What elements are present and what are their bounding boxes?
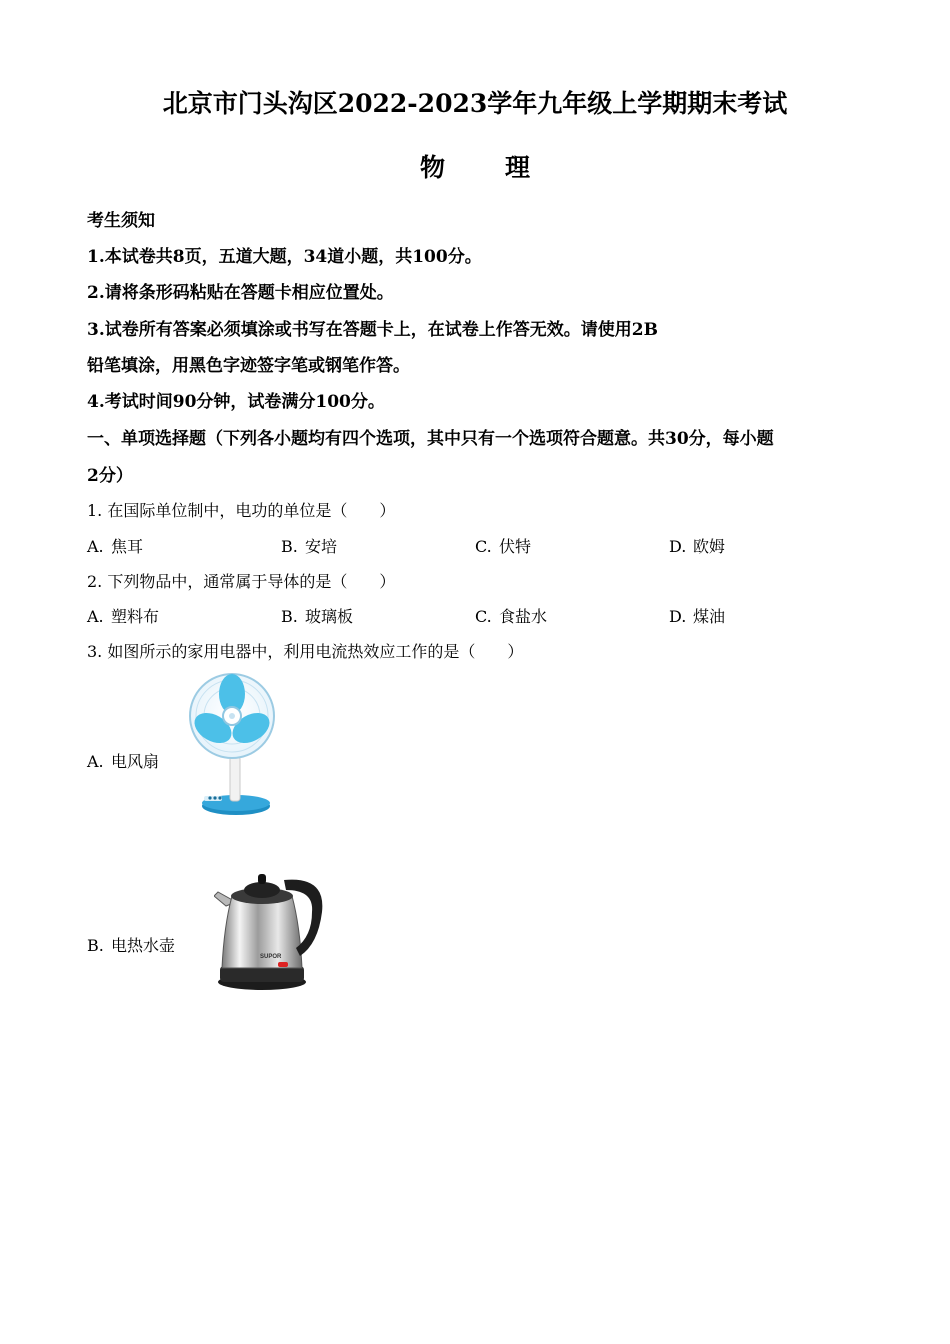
subject-char-2: 理 — [505, 153, 531, 182]
option-text: 塑料布 — [111, 607, 160, 626]
q1-option-b — [281, 534, 337, 557]
option-label: C. — [475, 607, 492, 626]
section-heading: 一、单项选择题（下列各小题均有四个选项，其中只有一个选项符合题意。共30分，每小题 — [87, 429, 774, 449]
question-2-stem: 2. 下列物品中，通常属于导体的是（ ） — [87, 572, 396, 591]
option-label: A. — [87, 607, 104, 626]
q1-option-c — [475, 534, 531, 557]
option-label: B. — [281, 607, 298, 626]
subject-title — [0, 148, 950, 184]
option-text: 欧姆 — [693, 537, 726, 556]
q2-option-a — [87, 604, 159, 627]
option-text: 电热水壶 — [111, 936, 176, 955]
kettle-brand: SUPOR — [260, 954, 282, 960]
option-label: B. — [87, 936, 104, 955]
option-label: C. — [475, 537, 492, 556]
notice-item-2: 2.请将条形码粘贴在答题卡相应位置处。 — [87, 283, 394, 303]
option-label: A. — [87, 537, 104, 556]
option-text: 安培 — [305, 537, 338, 556]
question-3-stem: 3. 如图所示的家用电器中，利用电流热效应工作的是（ ） — [87, 642, 524, 661]
exam-title: 北京市门头沟区2022-2023学年九年级上学期期末考试 — [162, 89, 788, 118]
notice-item-4: 4.考试时间90分钟，试卷满分100分。 — [87, 392, 385, 412]
option-label: D. — [669, 607, 687, 626]
q1-option-a — [87, 534, 143, 557]
q2-option-b — [281, 604, 353, 627]
electric-kettle-icon — [214, 866, 329, 996]
option-text: 伏特 — [499, 537, 532, 556]
option-text: 食盐水 — [499, 607, 548, 626]
q1-option-d — [669, 534, 725, 557]
electric-fan-icon — [180, 672, 290, 820]
question-1-stem: 1. 在国际单位制中，电功的单位是（ ） — [87, 501, 396, 520]
option-label: A. — [87, 752, 104, 771]
q3-option-b — [87, 933, 175, 956]
q2-option-d — [669, 604, 725, 627]
option-text: 焦耳 — [111, 537, 144, 556]
option-label: B. — [281, 537, 298, 556]
option-text: 电风扇 — [111, 752, 160, 771]
notice-item-3: 3.试卷所有答案必须填涂或书写在答题卡上，在试卷上作答无效。请使用2B — [87, 320, 658, 340]
q2-option-c — [475, 604, 547, 627]
subject-char-1: 物 — [419, 153, 445, 182]
notice-heading: 考生须知 — [87, 211, 155, 231]
notice-item-3-cont: 铅笔填涂，用黑色字迹签字笔或钢笔作答。 — [87, 356, 410, 376]
option-label: D. — [669, 537, 687, 556]
notice-item-1: 1.本试卷共8页，五道大题，34道小题，共100分。 — [87, 247, 482, 267]
option-text: 煤油 — [693, 607, 726, 626]
option-text: 玻璃板 — [305, 607, 354, 626]
q3-option-a — [87, 749, 159, 772]
section-heading-cont: 2分） — [87, 466, 133, 486]
